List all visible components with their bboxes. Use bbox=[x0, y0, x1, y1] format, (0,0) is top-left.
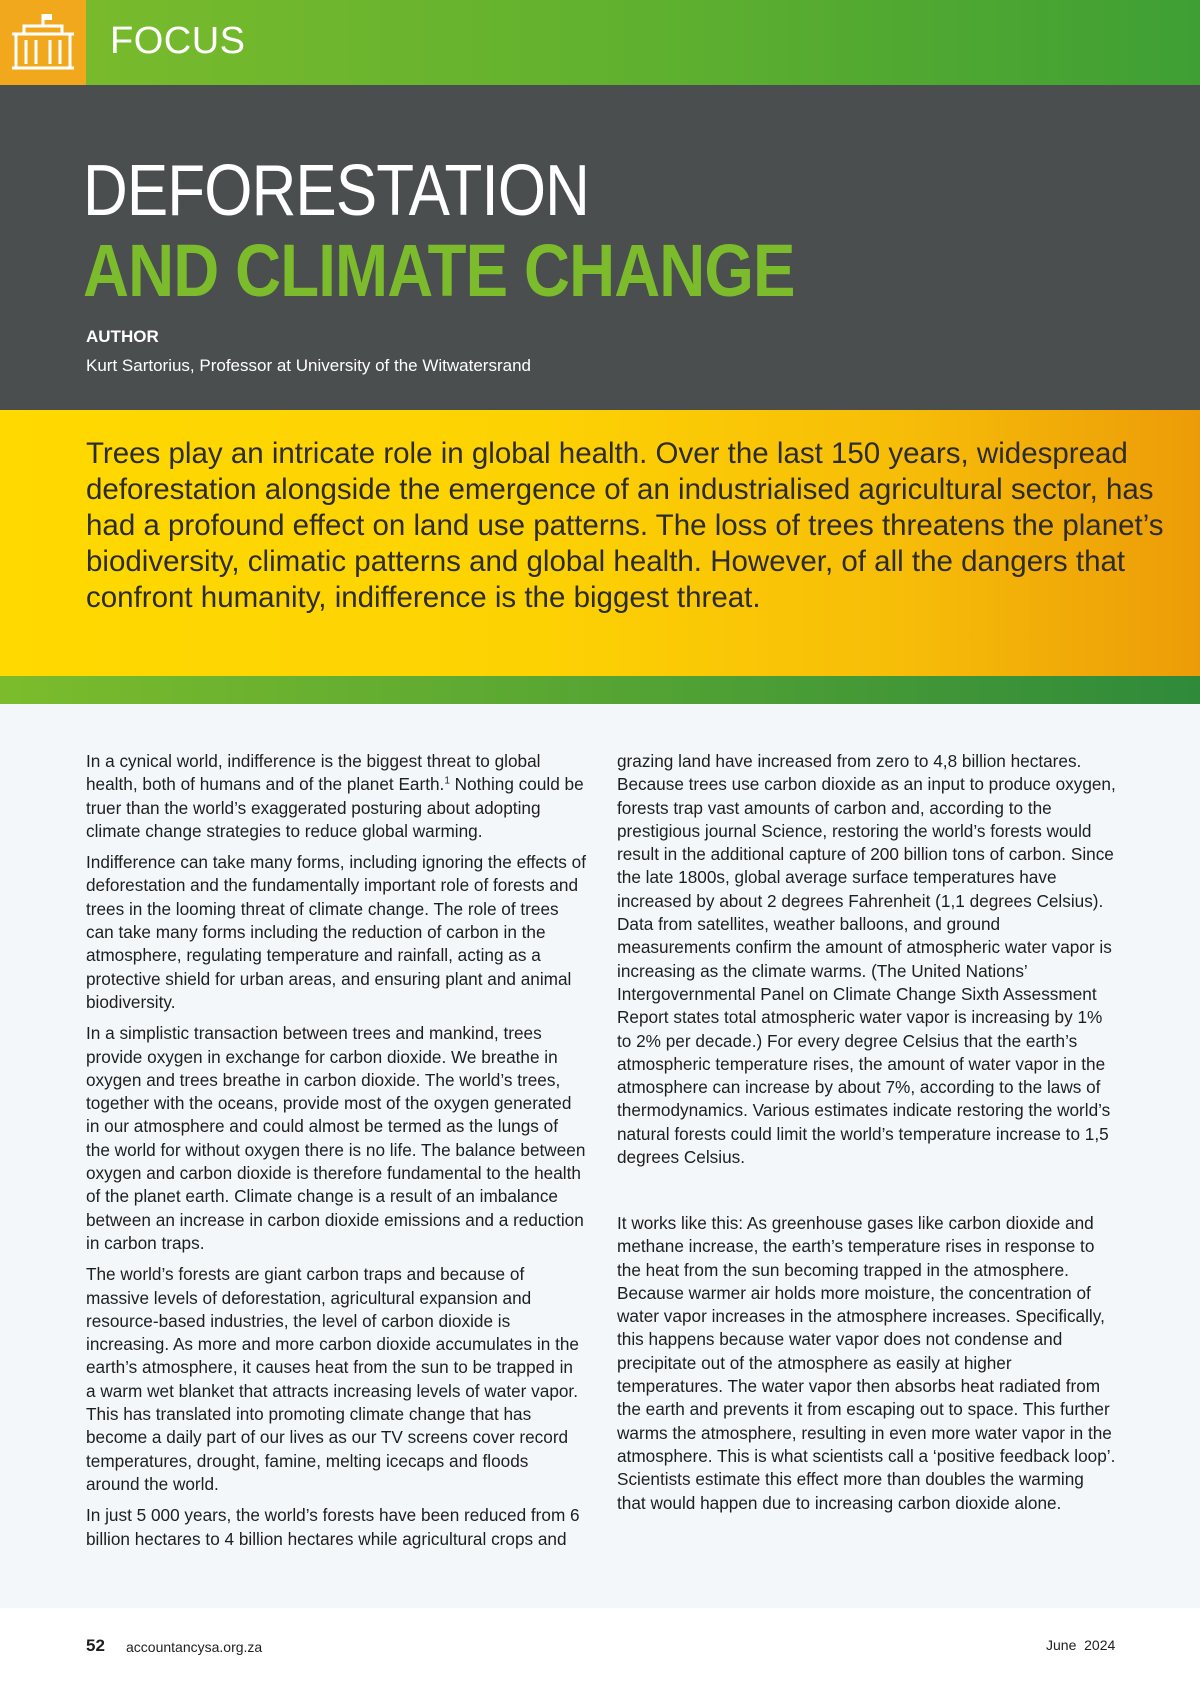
issue-date: June 2024 bbox=[1046, 1637, 1116, 1653]
footnote-marker: 1 bbox=[444, 775, 450, 787]
body-paragraph-3: In a simplistic transaction between trees and mankind, trees provide oxygen in exchange for carbon dioxide. We breathe in oxygen and trees breathe in carbon dioxide. The world’s trees, together with the oceans, provide most of the oxygen generated in our atmosphere and could almost be termed as the lungs of the world for without oxygen there is no life. The balance between oxygen and carbon dioxide is therefore fundamental to the health of the planet earth. Climate change is a result of an imbalance between an increase in carbon dioxide emissions and a reduction in carbon traps. bbox=[86, 1023, 586, 1253]
divider-strip bbox=[0, 676, 1200, 704]
continued-paragraph-wrap bbox=[617, 750, 1117, 1208]
section-header-bar bbox=[0, 0, 1200, 85]
body-column-right bbox=[617, 750, 1117, 1523]
author-heading: AUTHOR bbox=[86, 327, 159, 346]
body-paragraph-1: In a cynical world, indifference is the biggest threat to global health, both of humans and of the planet Earth.$^1$ Nothing could be truer than the world’s exaggerated posturing about adopting climate change strategies to reduce global warming. bbox=[86, 751, 584, 841]
body-paragraph-2: Indifference can take many forms, including ignoring the effects of deforestation and the fundamentally important role of forests and trees in the looming threat of climate change. The role of trees can take many forms including the reduction of carbon in the atmosphere, regulating temperature and rainfall, acting as a protective shield for urban areas, and ensuring plant and animal biodiversity. bbox=[86, 852, 586, 1012]
intro-text: Trees play an intricate role in global health. Over the last 150 years, widespread deforestation alongside the emergence of an industrialised agricultural sector, has had a profound effect on land use patterns. The loss of trees threatens the planet’s biodiversity, climatic patterns and global health. However, of all the dangers that confront humanity, indifference is the biggest threat. bbox=[86, 437, 1164, 614]
footer-website[interactable]: accountancysa.org.za bbox=[126, 1639, 263, 1655]
body-column-left bbox=[86, 750, 586, 1550]
article-title-line1: DEFORESTATION bbox=[83, 151, 589, 231]
body-paragraph-6: It works like this: As greenhouse gases like carbon dioxide and methane increase, the earth’s temperature rises in response to the heat from the sun becoming trapped in the atmosphere. Because warmer air holds more moisture, the concentration of water vapor increases in the atmosphere increases. Specifically, this happens because water vapor does not condense and precipitate out of the atmosphere as easily at higher temperatures. The water vapor then absorbs heat radiated from the earth and prevents it from escaping out to space. This further warms the atmosphere, resulting in even more water vapor in the atmosphere. This is what scientists call a ‘positive feedback loop’. Scientists estimate this effect more than doubles the warming that would happen due to increasing carbon dioxide alone. bbox=[617, 1213, 1116, 1513]
author-name: Kurt Sartorius, Professor at University of the Witwatersrand bbox=[86, 356, 531, 375]
section-icon-box bbox=[0, 0, 86, 85]
body-paragraph-5-continued: grazing land have increased from zero to 4,8 billion hectares. Because trees use carbon dioxide as an input to produce oxygen, forests trap vast amounts of carbon and, according to the prestigious journal Science, restoring the world’s forests would result in the additional capture of 200 billion tons of carbon. Since the late 1800s, global average surface temperatures have increased by about 2 degrees Fahrenheit (1,1 degrees Celsius). Data from satellites, weather balloons, and ground measurements confirm the amount of atmospheric water vapor is increasing as the climate warms. (The United Nations’ Intergovernmental Panel on Climate Change Sixth Assessment Report states total atmospheric water vapor is increasing by 1% to 2% per decade.) For every degree Celsius that the earth’s atmospheric temperature rises, the amount of water vapor in the atmosphere can increase by about 7%, according to the laws of thermodynamics. Various estimates indicate restoring the world’s natural forests could limit the world’s temperature increase to 1,5 degrees Celsius. bbox=[617, 751, 1116, 1168]
body-paragraph-4: The world’s forests are giant carbon traps and because of massive levels of deforestation, agricultural expansion and resource-based industries, the level of carbon dioxide is increasing. As more and more carbon dioxide accumulates in the earth’s atmosphere, it causes heat from the sun to be trapped in a warm wet blanket that attracts increasing levels of water vapor. This has translated into promoting climate change that has become a daily part of our lives as our TV screens cover record temperatures, drought, famine, melting icecaps and floods around the world. bbox=[86, 1264, 579, 1494]
building-icon bbox=[10, 10, 76, 72]
body-paragraph-5: In just 5 000 years, the world’s forests have been reduced from 6 billion hectares to 4 billion hectares while agricultural crops and bbox=[86, 1505, 580, 1549]
article-title-line2: AND CLIMATE CHANGE bbox=[83, 229, 795, 312]
section-label: FOCUS bbox=[110, 20, 246, 62]
page-number: 52 bbox=[86, 1636, 105, 1655]
